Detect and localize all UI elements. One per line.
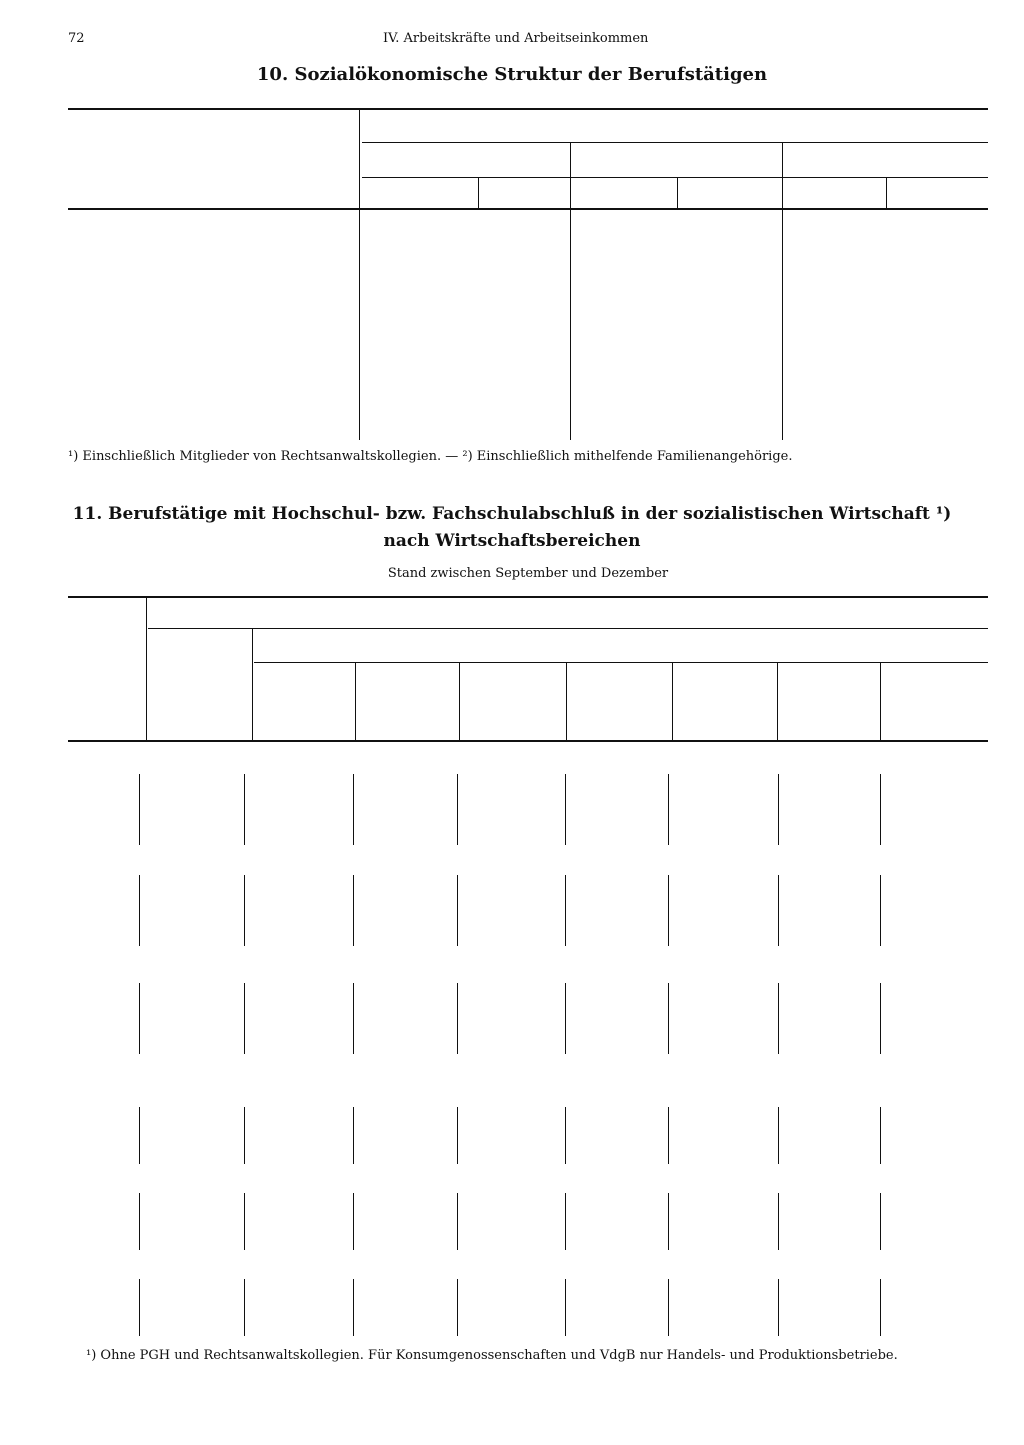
table11-block-rule [139,1279,140,1336]
table10-top-rule [68,108,988,110]
table11-col-rule [252,629,253,741]
table11-super-rule [148,628,988,629]
table11-col-rule [880,663,881,741]
table11-block-rule [353,1279,354,1336]
table11-block-rule [457,1107,458,1164]
table11-block-rule [353,1107,354,1164]
table11-block-rule [565,875,566,946]
table11-block-rule [139,1107,140,1164]
table11-block-rule [139,774,140,845]
table11-block-rule [353,774,354,845]
table10-subcol-divider [478,177,479,209]
table11-block-rule [353,1193,354,1250]
table11-block-rule [457,774,458,845]
table11-block-rule [778,1279,779,1336]
table11-block-rule [457,983,458,1054]
table11-footnote: ¹) Ohne PGH und Rechtsanwaltskollegien. Für Konsumgenossenschaften und VdgB nur Handels- und Produktionsbetriebe. [86,1348,898,1363]
table11-block-rule [457,1193,458,1250]
table11-block-rule [244,1193,245,1250]
table11-block-rule [880,875,881,946]
table11-block-rule [778,875,779,946]
table11-block-rule [353,875,354,946]
table11-block-rule [880,1107,881,1164]
table11-block-rule [457,875,458,946]
table11-block-rule [565,1279,566,1336]
table11-header-rule [68,740,988,742]
table11-nach-rule [254,662,988,663]
table11-col-rule [459,663,460,741]
table11-block-rule [668,1107,669,1164]
table11-block-rule [457,1279,458,1336]
table11-col-rule [566,663,567,741]
table11-block-rule [244,983,245,1054]
running-header: IV. Arbeitskräfte und Arbeitseinkommen [383,31,649,46]
table11-block-rule [880,983,881,1054]
table11-block-rule [244,774,245,845]
table10-subcol-divider [677,177,678,209]
table10-stub-rule [359,110,360,440]
table11-block-rule [565,774,566,845]
table11-col-rule [672,663,673,741]
table11-col-rule [355,663,356,741]
table10-subcol-divider [886,177,887,209]
table10-year-divider [782,143,783,440]
table11-block-rule [139,1193,140,1250]
table11-subtitle: Stand zwischen September und Dezember [387,566,669,581]
table11-block-rule [668,774,669,845]
table11-col-rule [777,663,778,741]
table11-block-rule [139,983,140,1054]
table10-year-divider [570,143,571,440]
table11-block-rule [244,1279,245,1336]
table11-block-rule [565,1107,566,1164]
table10-super-rule [362,142,988,143]
table11-block-rule [880,1193,881,1250]
table10-footnote: ¹) Einschließlich Mitglieder von Rechtsanwaltskollegien. — ²) Einschließlich mithelfende Familienangehörige. [68,449,793,464]
table11-block-rule [565,1193,566,1250]
table11-block-rule [244,875,245,946]
table11-block-rule [778,1107,779,1164]
table10-year-rule [362,177,988,178]
table11-block-rule [778,983,779,1054]
table10-title: 10. Sozialökonomische Struktur der Berufstätigen [256,64,768,85]
table11-block-rule [668,983,669,1054]
table11-block-rule [139,875,140,946]
table11-top-rule [68,596,988,598]
table11-title-line2: nach Wirtschaftsbereichen [383,531,641,551]
table11-block-rule [880,1279,881,1336]
table11-block-rule [778,774,779,845]
page-number: 72 [68,31,85,46]
table11-block-rule [244,1107,245,1164]
table11-block-rule [668,1279,669,1336]
table11-block-rule [565,983,566,1054]
table11-block-rule [668,1193,669,1250]
table11-block-rule [778,1193,779,1250]
table11-block-rule [668,875,669,946]
table11-block-rule [880,774,881,845]
table10-header-rule [68,208,988,210]
table11-stub-rule [146,598,147,741]
table11-title-line1: 11. Berufstätige mit Hochschul- bzw. Fachschulabschluß in der sozialistischen Wirtschaft ¹) [72,504,952,524]
table11-block-rule [353,983,354,1054]
